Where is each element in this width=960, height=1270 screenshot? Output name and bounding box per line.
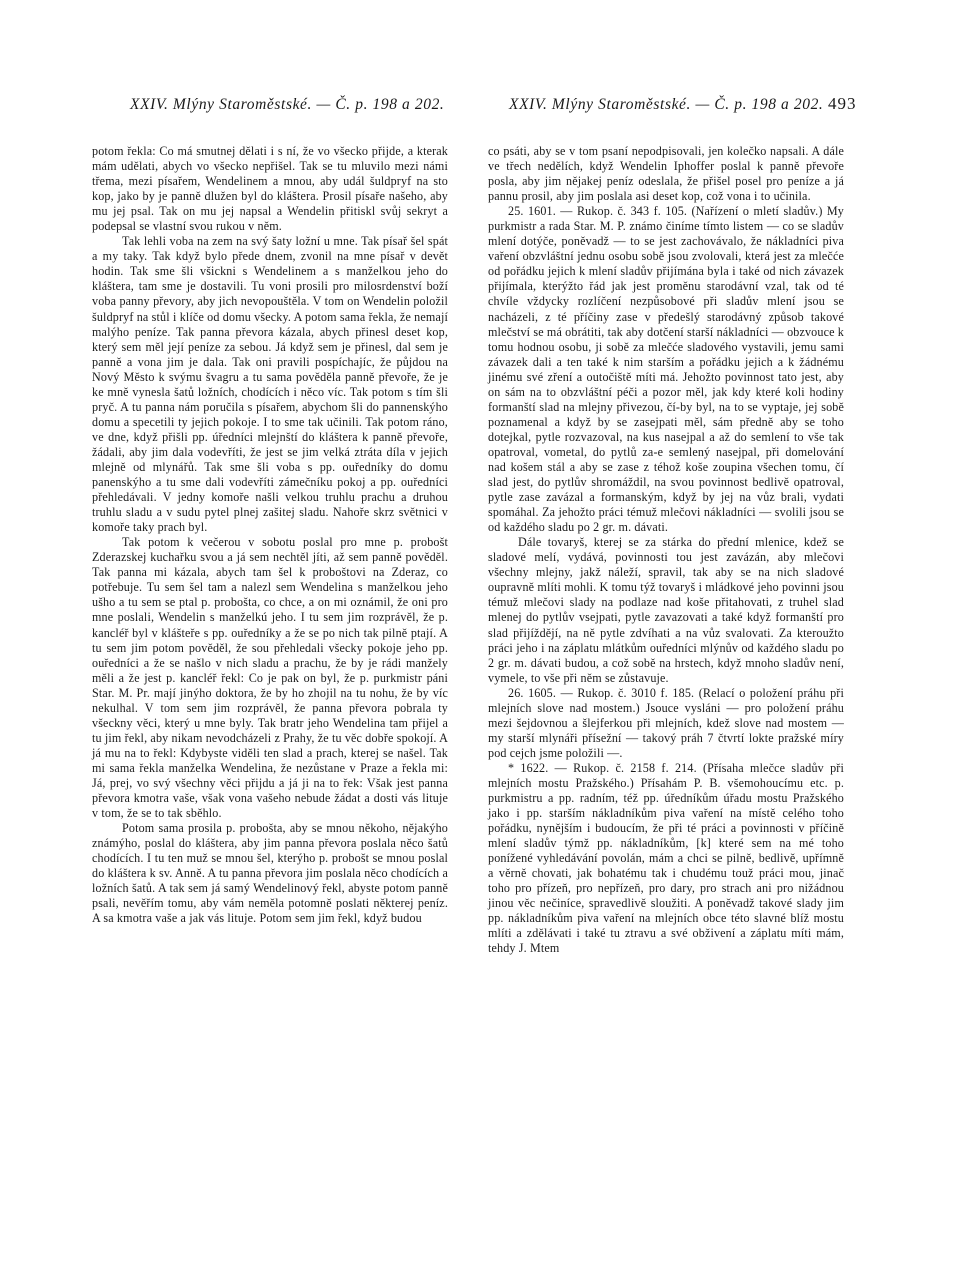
page-number: 493 xyxy=(828,94,857,113)
running-header-left: XXIV. Mlýny Staroměstské. — Č. p. 198 a 202. xyxy=(130,96,445,113)
paragraph: Tak lehli voba na zem na svý šaty ložní u mne. Tak písař šel spát a my taky. Tak když bylo přede dnem, zvonil na mne písař v devět hodin. Tak sme šli všickni s Wendelinem a s manželkou jeho do kláštera, tam sme je dostavili. Tu voni prosili pro milosrdenství boží voba panny převory, aby jich nevopouštěla. V tom on Wendelin položil šuldpryf na stůl i klíče od domu všecky. A potom sama řekla, že nemají malýho peníze. Tak panna převora kázala, abych přinesl deset kop, který sem měl její peníze za sebou. Já když sem je přinesl, dal sem je panně a vona jim je dala. Tak oni pravili pospíchajíc, že půjdou na Nový Město k svýmu švagru a tu sama povědělа panně převoře, že je ke mně vynesla šatů ložních, chodících i něco víc. Tak potom s tím šli pryč. A tu panna nám poručila s písařem, abychom šli do pannenskýho domu a specetili ty jejich pokoje. I to sme tak učinili. Tak potom ráno, ve dne, když přišli pp. úředníci mlejnští do kláštera k panně převoře, žádali, aby jim dala vodevříti, že jest se jim velká ztráta díla v jejich mlejně od mlynářů. Tak sme šli voba s pp. ouředníky do domu panenskýho a tu sme dali vodevříti zámečníku pokoj a pp. ouředníci přehledávali. V jedny komoře našli velkou truhlu prachu a druhou truhlu sladu a v sudu pytel plnej zašitej sladu. Nahoře skrz světnici v komoře taky prach byl. xyxy=(92,234,448,535)
left-column xyxy=(92,144,448,926)
entry-25: 25. 1601. — Rukop. č. 343 f. 105. (Nařízení o mletí sladův.) My purkmistr a rada Star. M. P. známo činíme tímto listem — co se sladův mlení dotýče, poněvadž — to se jest zachovávalo, že nákladníci piva vaření obzvláštní jednu osobu sobě jsou zvolovali, která jest za mlečće od pořádku jejich k mlení sladův přijímána byla i také od nich závazek přijímala, kterýžto řád jak jest proměnu starodávní vzal, tak od té chvíle vždycky rozlíčení nezpůsobové při sladův mlení jsou se nacházeli, z té příčiny zase v předešlý starodávný způsob takové mlečství se má obrátiti, tak aby dotčení starší nákladníci — obzvouce k tomu hodnou osobu, ji sobě za mlečće sladového vystavili, jemu sami závazek dali a ten také k nim starším a pořádku jejich a k žádnému jinému své zření a outočiště míti má. Jehožto povinnost tato jest, aby on sám na to obzvláštní péči a pozor měl, jak kdy které koli hodiny formanští slad na mlejny přivezou, čí-by byl, na to se vyptaje, jej sobě poznamenal a když by se zasejpati měl, sám předně aby se toho dotejkal, pytle rozvazoval, na kus nasejpal a až do semlení to vše tak opatroval, vometal, do pytlů za-e semlený nasejpal, při domelování nad košem stál a aby se zase z téhož koše zoupina všechen tomu, čí slad jest, do pytlův shromáždil, na svou povinnost bedlivě opatroval, pytle zase zavázal a formanským, když by jej na vůz brali, vydati spomáhal. Za jehožto práci témuž mlečovi nákladníci — svolili jsou se od každého sladu po 2 gr. m. dávati. xyxy=(488,204,844,535)
paragraph: Potom sama prosila p. probošta, aby se mnou někoho, nějakýho známýho, poslal do kláštera, aby jim panna převora poslala něco šatů chodících. I tu ten muž se mnou šel, kterýho p. probošt se mnou poslal do kláštera k sv. Anně. A tu panna převora jim poslala něco chodících a ložních šatů. A tak sem já samý Wendelinový řekl, abyste potom panně psali, nevěřím tomu, aby vám neměla potomně poslati některej peníz. A sa kmotra vaše a jak vás lituje. Potom sem jim řekl, když budou xyxy=(92,821,448,926)
right-column xyxy=(488,144,844,957)
paragraph: potom řekla: Co má smutnej dělati i s ní, že vo všecko přijde, a kterak mám udělati, abych vo všecko nepřišel. Tak se tu mluvilo mezi námi třema, mezi písařem, Wendelinem a mnou, aby udál šuldpryf na sto kop, jako by je panně dlužen byl do kláštera. Prosil písaře našeho, aby mu jej psal. Tak on mu jej napsal a Wendelin přitiskl svůj sekryt a podepsal se vlastní svou rukou v něm. xyxy=(92,144,448,234)
paragraph: co psáti, aby se v tom psaní nepodpisovali, jen kolečko napsali. A dále ve třech nedělích, když Wendelin Iphoffer poslal k panně převoře posla, aby jim nějakej peníz odeslala, že přišel posel pro peníze a já pannu prosil, aby jim poslala asi deset kop, což vona i to učinila. xyxy=(488,144,844,204)
running-header-right: XXIV. Mlýny Staroměstské. — Č. p. 198 a 202. xyxy=(509,96,824,113)
paragraph: Dále tovaryš, kterej se za stárka do přední mlenice, kdež se sladové melí, vydává, povinnosti tou jest zavázán, aby mlečovi všechny mlejny, jakž náleží, spravil, tak aby se na nich sladové oupravně mlíti mohli. K tomu týž tovaryš i mládkové jeho povinni jsou témuž mlečovi slady na podlaze nad koše přitahovati, z truhel slad mlenej do pytlův vsejpati, pytle zavazovati a také když formanští pro slad přijíždějí, na ně pytle zdvíhati a na vůz svalovati. Za kteroužto práci jeho i na záplatu mlátkům ouředníci mlýnův od každého sladu po 2 gr. m. dávati budou, a což sobě na hrstech, když mnoho sladův není, vymele, to vše při něm se zůstavuje. xyxy=(488,535,844,685)
paragraph: Tak potom k večerou v sobotu poslal pro mne p. probošt Zderazskej kuchařku svou a já sem nechtěl jíti, až sem panně pověděl. Tak panna mi kázala, abych tam šel k proboštovi na Zderaz, co potřebuje. Tu sem šel tam a nalezl sem Wendelina s manželkou jeho ušho a tu sem se ptal p. probošta, co chce, a on mi oznámil, že oni pro mne poslali, Wendelin s manželkú jeho. I tu sem jim rozprávěl, že p. kancléř byl v klášteře s pp. ouředníky a že se po nich tak pilně ptají. A tu sem jim potom pověděl, že sou přehledali všecky pokoje jeho pp. ouředníci a že se našlo v nich sladu a prachu, že by je rádi manžely měli a že jest p. kancléř řekl: Co je pak on byl, že p. purkmistr páni Star. M. Pr. mají jinýho doktora, že by ho zhojil na tu nohu, že by víc nekulhal. V tom sem jim rozprávěl, že panna převora pobrala ty všeckny věci, který u mne byly. Tak bratr jeho Wendelina tam přijel a tu jim řekl, aby nikam nevodcházeli z Prahy, že tu věc dobře spokojí. A já mu na to řekl: Kdybyste viděli ten slad a prach, kterej se našel. Tak mi sama řekla manželka Wendelina, že nezůstane v Praze a řekla mi: Já, prej, vo svý všechny věci přijdu a já ji na to řek: Však jest panna převora kmotra vaše, však vona vašeho nebude žádat a dosti vás lituje v tom, že se to tak sběhlo. xyxy=(92,535,448,821)
entry-26: 26. 1605. — Rukop. č. 3010 f. 185. (Relací o položení práhu při mlejních slove nad mostem.) Jsouce vysláni — pro položení práhu mezi šejdovnou a šlejferkou při mlejních, kdež slove nad mostem — my starší mlynáři přísežní — takový práh 7 čtvrtí lokte pražské míry pod cejch jsme položili —. xyxy=(488,685,844,760)
entry-1622: * 1622. — Rukop. č. 2158 f. 214. (Přísaha mlečce sladův při mlejních mostu Pražského.) Přísahám P. B. všemohoucímu etc. p. purkmistru a pp. radním, též pp. úředníkům úřadu mostu Pražského jako i pp. starším nákladníkům piva vaření na místě celého toho pořádku, nynějším i budoucím, že při té práci a povinnosti v příčině mlení sladův týmž pp. nákladníkům, [k] které sem na mé toho ponížené vyhledávání povolán, mám a chci se pilně, bedlivě, upřímně a věrně chovati, jak bohatému tak i chudému touž práci mou, jinač toho pro přízeň, pro nepřízeň, pro dary, pro strach ani pro nižádnou jinou věc nečiníce, spravedlivě sloužiti. A poněvadž takové slady jim pp. nákladníkům piva vaření na mlejních obce této slavné blíž mostu mlíti a zdělávati i také tu ztravu a své obživení a záplatu míti mám, tehdy J. Mtem xyxy=(488,760,844,956)
